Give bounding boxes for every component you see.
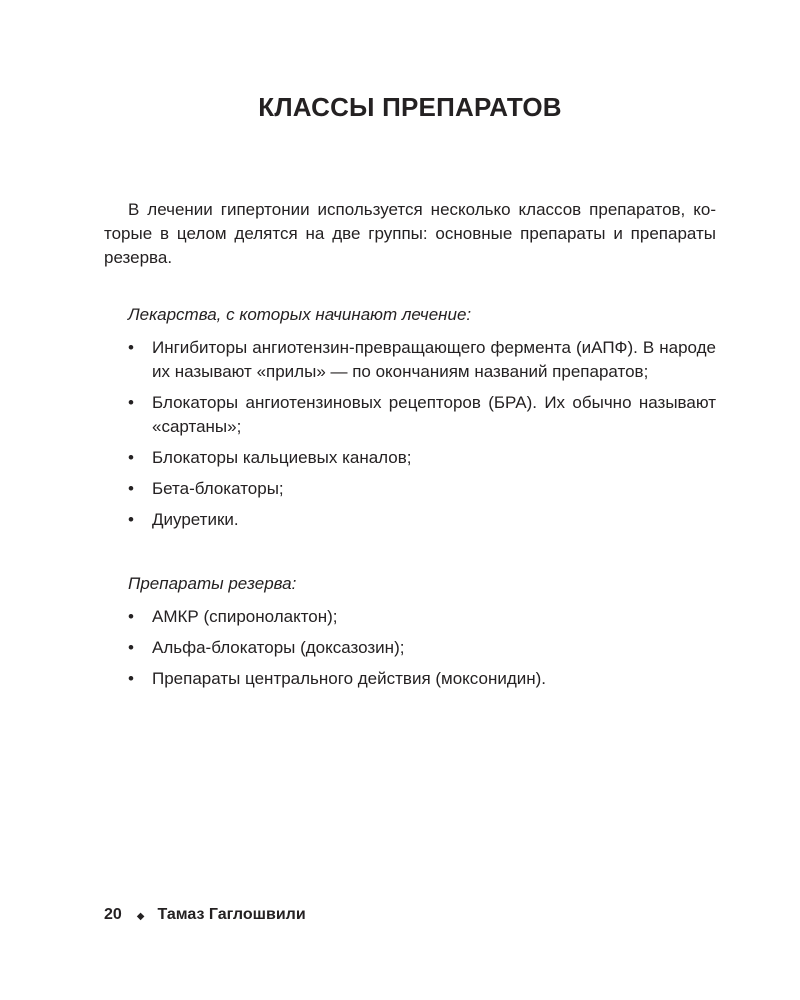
section-reserve-drugs [104, 572, 716, 691]
page-title: КЛАССЫ ПРЕПАРАТОВ [258, 92, 562, 122]
list-item-text: Блокаторы ангиотензиновых рецепторов (БРА). Их обычно называют «сартаны»; [152, 393, 716, 436]
bullet-icon: • [128, 638, 134, 657]
list-item [128, 477, 716, 501]
bullet-icon: • [128, 393, 134, 412]
author-name: Тамаз Гаглошвили [157, 906, 306, 923]
list-item-text: Бета-блокаторы; [152, 479, 284, 498]
bullet-icon: • [128, 338, 134, 357]
list-item [128, 446, 716, 470]
list-item-text: Диуретики. [152, 510, 239, 529]
page-number: 20 [104, 906, 122, 923]
bullet-icon: • [128, 448, 134, 467]
bullet-list [128, 605, 716, 691]
intro-paragraph: В лечении гипертонии используется несколько классов препаратов, которые в целом делятся на две группы: основные препараты и препараты резерва. [104, 200, 716, 267]
bullet-icon: • [128, 669, 134, 688]
list-item-text: Альфа-блокаторы (доксазозин); [152, 638, 405, 657]
list-item [128, 336, 716, 384]
page-footer [104, 906, 306, 924]
list-item [128, 391, 716, 439]
page-content [104, 0, 716, 698]
section-first-line-drugs [104, 303, 716, 532]
bullet-icon: • [128, 479, 134, 498]
bullet-icon: • [128, 510, 134, 529]
list-item [128, 605, 716, 629]
bullet-list [128, 336, 716, 532]
list-item [128, 508, 716, 532]
list-item-text: Блокаторы кальциевых каналов; [152, 448, 412, 467]
list-item-text: Ингибиторы ангиотензин-превращающего фермента (иАПФ). В народе их называют «прилы» — по окончаниям названий препаратов; [152, 338, 716, 381]
section-heading: Лекарства, с которых начинают лечение: [128, 305, 472, 324]
list-item-text: Препараты центрального действия (моксонидин). [152, 669, 547, 688]
section-heading: Препараты резерва: [128, 574, 297, 593]
diamond-icon: ◆ [136, 910, 145, 922]
list-item-text: АМКР (спиронолактон); [152, 607, 338, 626]
bullet-icon: • [128, 607, 134, 626]
list-item [128, 667, 716, 691]
list-item [128, 636, 716, 660]
